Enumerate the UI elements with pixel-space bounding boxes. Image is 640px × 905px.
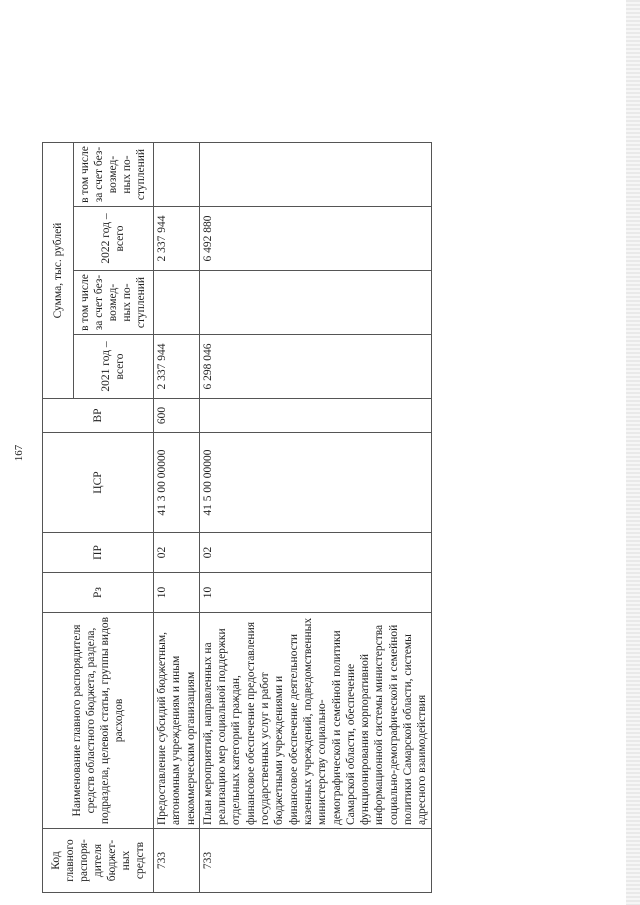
cell-2022-total: 6 492 880 bbox=[199, 207, 431, 271]
header-vr: ВР bbox=[43, 399, 154, 433]
header-csr: ЦСР bbox=[43, 433, 154, 533]
header-code: Код главного распоря-дителя бюджет-ных средств bbox=[43, 829, 154, 893]
header-sum-group: Сумма, тыс. рублей bbox=[43, 143, 74, 399]
page-number: 167 bbox=[13, 444, 25, 462]
header-rz: Рз bbox=[43, 573, 154, 613]
header-name: Наименование главного распорядителя средств областного бюджета, раздела, подраздела, целевой статьи, группы видов расходов bbox=[43, 613, 154, 829]
cell-name: Предоставление субсидий бюджетным, автономным учреждениям и иным некоммерческим организациям bbox=[154, 613, 200, 829]
budget-table bbox=[42, 142, 432, 893]
rotated-page bbox=[12, 13, 627, 893]
header-2022-free: в том числе за счет без-возмед-ных по-ступлений bbox=[73, 143, 153, 207]
cell-pr: 02 bbox=[199, 533, 431, 573]
cell-2021-total: 2 337 944 bbox=[154, 335, 200, 399]
cell-name: План мероприятий, направленных на реализацию мер социальной поддержки отдельных категорий граждан, финансовое обеспечение предоставления государственных услуг и работ бюджетными учреждениями и финансовое обеспечение деятельности казенных учреждений, подведомственных министерству социально-демографической и семейной политики Самарской области, обеспечение функционирования корпоративной информационной системы министерства социально-демографической и семейной политики Самарской области, системы адресного взаимодействия bbox=[199, 613, 431, 829]
header-2021-free: в том числе за счет без-возмед-ных по-ступлений bbox=[73, 271, 153, 335]
cell-rz: 10 bbox=[154, 573, 200, 613]
cell-code: 733 bbox=[154, 829, 200, 893]
cell-2021-total: 6 298 046 bbox=[199, 335, 431, 399]
cell-vr bbox=[199, 399, 431, 433]
header-pr: ПР bbox=[43, 533, 154, 573]
cell-rz: 10 bbox=[199, 573, 431, 613]
cell-2022-free bbox=[154, 143, 200, 207]
table-row bbox=[154, 143, 200, 893]
cell-code: 733 bbox=[199, 829, 431, 893]
cell-csr: 41 5 00 00000 bbox=[199, 433, 431, 533]
cell-2021-free bbox=[154, 271, 200, 335]
table-row bbox=[199, 143, 431, 893]
header-2021-total: 2021 год – всего bbox=[73, 335, 153, 399]
cell-2021-free bbox=[199, 271, 431, 335]
cell-2022-total: 2 337 944 bbox=[154, 207, 200, 271]
scan-edge bbox=[626, 0, 640, 905]
cell-pr: 02 bbox=[154, 533, 200, 573]
cell-2022-free bbox=[199, 143, 431, 207]
cell-csr: 41 3 00 00000 bbox=[154, 433, 200, 533]
cell-vr: 600 bbox=[154, 399, 200, 433]
header-2022-total: 2022 год – всего bbox=[73, 207, 153, 271]
